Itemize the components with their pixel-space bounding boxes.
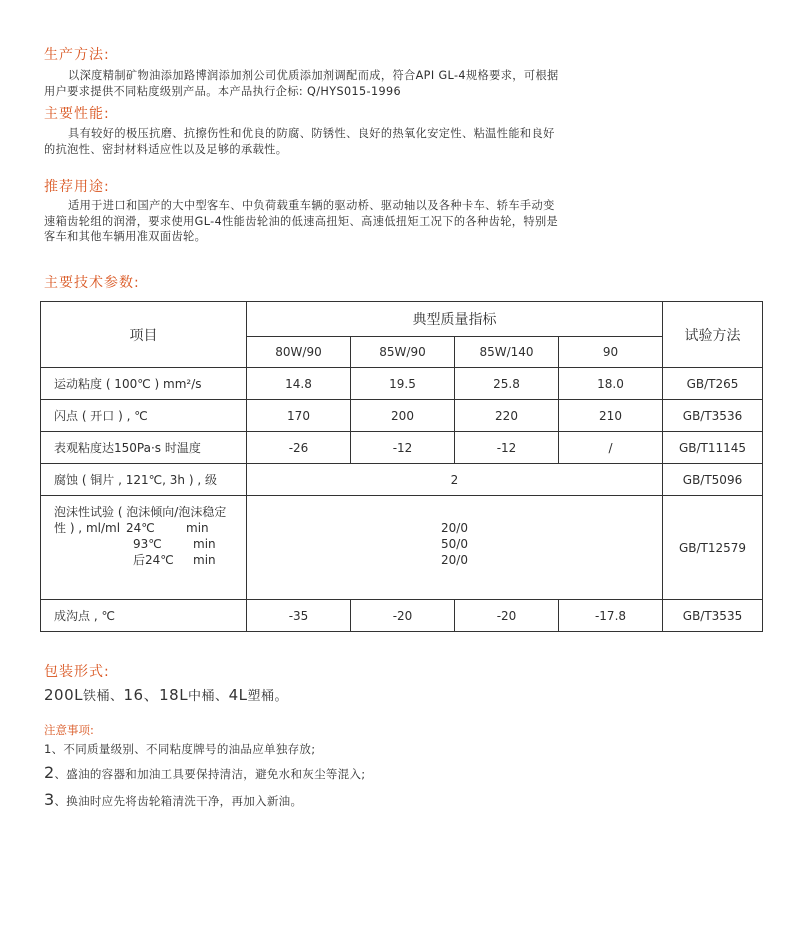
row-label: 运动粘度 ( 100℃ ) mm²/s xyxy=(41,368,247,400)
note-number: 2 xyxy=(44,763,55,782)
note-text: 、换油时应先将齿轮箱清洗干净，再加入新油。 xyxy=(54,794,303,808)
note-text: 、盛油的容器和加油工具要保持清洁，避免水和灰尘等混入; xyxy=(54,767,366,781)
grade-cell: 85W/140 xyxy=(455,337,559,368)
table-row xyxy=(41,600,763,632)
foam-temp-2: 93℃ xyxy=(133,537,162,551)
value-cell: 220 xyxy=(455,400,559,432)
value-cell: 170 xyxy=(247,400,351,432)
note-text: 、不同质量级别、不同粘度牌号的油品应单独存放; xyxy=(51,742,316,756)
spec-table xyxy=(40,301,763,632)
table-row xyxy=(41,464,763,496)
method-cell: GB/T3535 xyxy=(663,600,763,632)
value-cell: 19.5 xyxy=(351,368,455,400)
notes-heading: 注意事项: xyxy=(44,723,94,737)
value-cell: -20 xyxy=(351,600,455,632)
foam-unit: min xyxy=(193,553,216,567)
header-row xyxy=(41,302,763,337)
note-item xyxy=(44,790,302,809)
production-line-1: 以深度精制矿物油添加路博润添加剂公司优质添加剂调配而成，符合API GL-4规格要求，可根据 xyxy=(68,69,559,82)
production-text xyxy=(44,68,644,99)
table-row xyxy=(41,400,763,432)
col-item-header: 项目 xyxy=(41,302,247,368)
value-cell: -12 xyxy=(455,432,559,464)
value-cell: -20 xyxy=(455,600,559,632)
value-cell: 210 xyxy=(559,400,663,432)
value-cell: 18.0 xyxy=(559,368,663,400)
foam-label-line-2 xyxy=(54,520,246,536)
foam-label-line-1: 泡沫性试验 ( 泡沫倾向/泡沫稳定 xyxy=(54,505,227,519)
method-cell: GB/T265 xyxy=(663,368,763,400)
packaging-type-mid: 中桶、 xyxy=(188,689,229,704)
value-cell: -12 xyxy=(351,432,455,464)
note-item xyxy=(44,763,365,782)
packaging-type-iron: 铁桶、 xyxy=(83,689,124,704)
usage-line-2: 速箱齿轮组的润滑，要求使用GL-4性能齿轮油的低速高扭矩、高速低扭矩工况下的各种齿轮，特别是 xyxy=(44,214,559,228)
foam-temp-1: 24℃ xyxy=(126,521,155,535)
table-row xyxy=(41,496,763,600)
usage-line-1: 适用于进口和国产的大中型客车、中负荷载重车辆的驱动桥、驱动轴以及各种卡车、轿车手动变 xyxy=(68,199,555,212)
usage-line-3: 客车和其他车辆用准双面齿轮。 xyxy=(44,230,207,243)
row-label: 腐蚀 ( 铜片 , 121℃, 3h ) , 级 xyxy=(41,464,247,496)
method-cell: GB/T11145 xyxy=(663,432,763,464)
performance-line-1: 具有较好的极压抗磨、抗擦伤性和优良的防腐、防锈性、良好的热氧化安定性、粘温性能和良好 xyxy=(68,127,555,140)
value-cell: 2 xyxy=(247,464,663,496)
row-label: 闪点 ( 开口 ) , ℃ xyxy=(41,400,247,432)
value-cell: 25.8 xyxy=(455,368,559,400)
col-typical-header: 典型质量指标 xyxy=(247,302,663,337)
row-label: 表观粘度达150Pa·s 时温度 xyxy=(41,432,247,464)
foam-label-line-3 xyxy=(54,536,246,552)
row-label xyxy=(41,496,247,600)
value-cell xyxy=(247,496,663,600)
packaging-size-1618l: 16、18L xyxy=(123,686,189,704)
col-method-header: 试验方法 xyxy=(663,302,763,368)
grade-cell: 90 xyxy=(559,337,663,368)
foam-value-2: 50/0 xyxy=(441,537,468,551)
foam-unit: min xyxy=(186,521,209,535)
method-cell: GB/T12579 xyxy=(663,496,763,600)
value-cell: 14.8 xyxy=(247,368,351,400)
value-cell: -26 xyxy=(247,432,351,464)
note-item xyxy=(44,741,315,757)
params-heading: 主要技术参数: xyxy=(44,275,140,291)
foam-temp-3: 后24℃ xyxy=(133,553,174,567)
production-line-2: 用户要求提供不同粘度级别产品。本产品执行企标: Q/HYS015-1996 xyxy=(44,84,402,98)
foam-label-line-4 xyxy=(54,552,246,568)
table-row xyxy=(41,432,763,464)
row-label: 成沟点 , ℃ xyxy=(41,600,247,632)
packaging-type-plastic: 塑桶。 xyxy=(247,689,288,704)
performance-heading: 主要性能: xyxy=(44,106,110,122)
value-cell: / xyxy=(559,432,663,464)
usage-text xyxy=(44,198,644,245)
foam-label-prefix: 性 ) , ml/ml xyxy=(54,521,121,535)
value-cell: -35 xyxy=(247,600,351,632)
note-number: 3 xyxy=(44,790,55,809)
grade-cell: 80W/90 xyxy=(247,337,351,368)
production-heading: 生产方法: xyxy=(44,47,110,63)
packaging-size-4l: 4L xyxy=(228,686,248,704)
note-number: 1 xyxy=(44,742,52,756)
performance-line-2: 的抗泡性、密封材料适应性以及足够的承载性。 xyxy=(44,142,288,156)
table-row xyxy=(41,368,763,400)
foam-unit: min xyxy=(193,537,216,551)
packaging-size-200l: 200L xyxy=(44,686,83,704)
performance-text xyxy=(44,126,644,157)
method-cell: GB/T3536 xyxy=(663,400,763,432)
foam-value-3: 20/0 xyxy=(441,553,468,567)
packaging-text xyxy=(44,684,288,705)
usage-heading: 推荐用途: xyxy=(44,179,110,195)
method-cell: GB/T5096 xyxy=(663,464,763,496)
packaging-heading: 包装形式: xyxy=(44,664,110,680)
grade-cell: 85W/90 xyxy=(351,337,455,368)
foam-value-1: 20/0 xyxy=(441,521,468,535)
value-cell: -17.8 xyxy=(559,600,663,632)
value-cell: 200 xyxy=(351,400,455,432)
